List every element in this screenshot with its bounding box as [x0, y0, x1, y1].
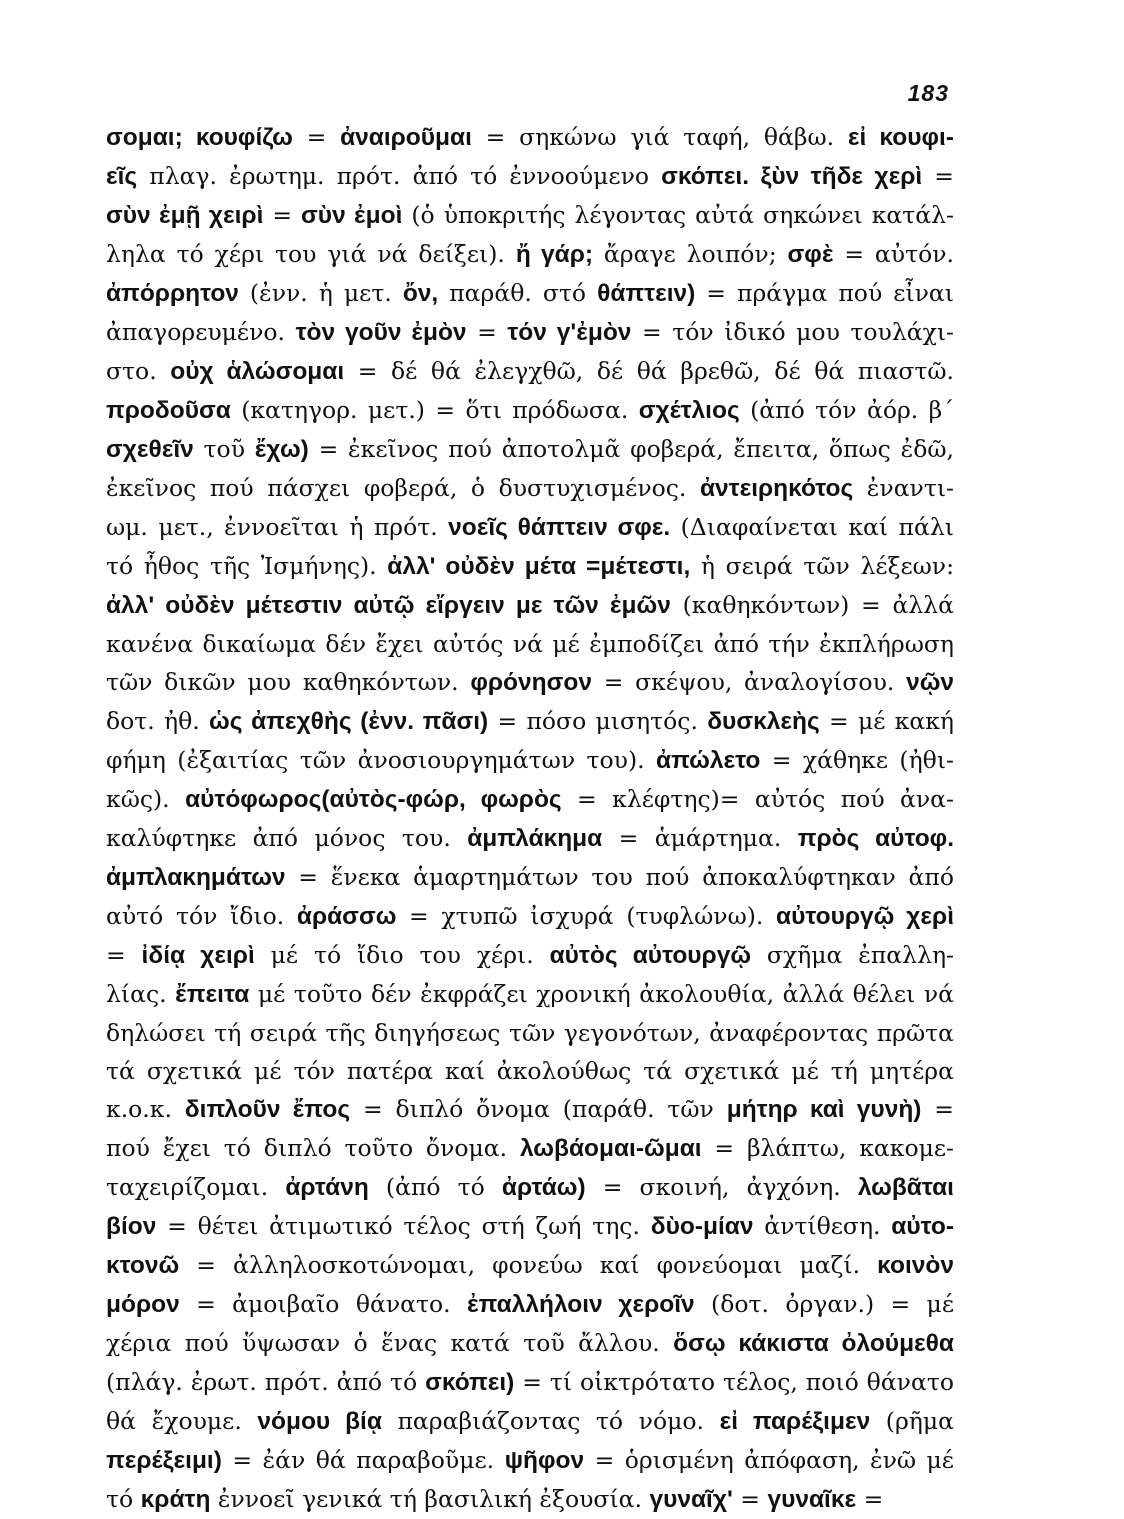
text-line	[106, 1090, 954, 1129]
text-line	[106, 1014, 954, 1052]
gloss-text: (ἐνν. ἡ μετ.	[238, 279, 403, 307]
lemma-term: μόρον	[106, 1291, 180, 1318]
gloss-text: (δοτ. ὀργαν.) = μέ	[694, 1290, 954, 1318]
gloss-text: (πλάγ. ἐρωτ. πρότ. ἀπό τό	[106, 1368, 426, 1396]
gloss-text: (κατηγορ. μετ.) = ὅτι πρόδωσα.	[230, 396, 639, 424]
lemma-term: νῷν	[906, 669, 955, 696]
gloss-text: ἐννοεῖ γενικά τή βασιλική ἐξουσία.	[210, 1485, 650, 1513]
lemma-term: πρὸς αὐτοφ.	[797, 825, 954, 852]
lemma-term: σομαι; κουφίζω	[106, 124, 293, 151]
text-line	[106, 508, 954, 547]
gloss-text: = πράγμα πού εἶναι	[695, 279, 955, 307]
text-line	[106, 936, 954, 975]
page-number: 183	[907, 80, 949, 106]
lemma-term: δὺο-μίαν	[650, 1213, 754, 1240]
gloss-text: = χάθηκε (ἠθι-	[760, 746, 954, 774]
commentary-text	[106, 118, 954, 1519]
lemma-term: αὐτουργῷ χερὶ	[776, 903, 954, 930]
lemma-term: νόμου βίᾳ	[257, 1408, 382, 1435]
gloss-text: = χτυπῶ ἰσχυρά (τυφλώνω).	[396, 902, 777, 930]
gloss-text: =	[922, 162, 954, 190]
text-line	[106, 352, 954, 391]
gloss-text: λίας.	[106, 980, 176, 1008]
lemma-term: σχεθεῖν	[106, 436, 194, 463]
gloss-text: μέ τοῦτο δέν ἐκφράζει χρονική ἀκολουθία, ἀλλά θέλει νά	[249, 980, 954, 1008]
lemma-term: προδοῦσα	[106, 397, 231, 424]
lemma-term: ὡς ἀπεχθὴς (ἐνν. πᾶσι)	[209, 708, 489, 735]
text-line	[106, 157, 954, 196]
gloss-text: =	[263, 201, 302, 229]
gloss-text: ἀντίθεση.	[753, 1212, 892, 1240]
gloss-text: (ἀπό τόν ἀόρ. β´	[739, 396, 954, 424]
text-line	[106, 975, 954, 1014]
gloss-text: = ἀλληλοσκοτώνομαι, φονεύω καί φονεύομαι μαζί.	[179, 1251, 878, 1279]
lemma-term: σκόπει)	[425, 1369, 515, 1396]
text-line	[106, 547, 954, 586]
gloss-text: τά σχετικά μέ τόν πατέρα καί ἀκολούθως τά σχετικά μέ τή μητέρα	[106, 1057, 954, 1085]
gloss-text: (Διαφαίνεται καί πάλι	[670, 513, 954, 541]
gloss-text: (ὁ ὑποκριτής λέγοντας αὐτά σηκώνει κατάλ-	[402, 201, 954, 229]
lemma-term: ἀπώλετο	[656, 747, 761, 774]
lemma-term: γυναῖχ'	[649, 1486, 733, 1513]
gloss-text: =	[732, 1485, 768, 1513]
gloss-text: στο.	[106, 357, 171, 385]
lemma-term: αὐτόφωρος(αὐτὸς-φώρ, φωρὸς	[185, 786, 562, 813]
lemma-term: ἀμπλάκημα	[467, 825, 603, 852]
gloss-text: =	[292, 123, 341, 151]
gloss-text: πού ἔχει τό διπλό τοῦτο ὄνομα.	[106, 1134, 520, 1162]
text-line	[106, 1324, 954, 1363]
gloss-text: = θέτει ἀτιμωτικό τέλος στή ζωή της.	[156, 1212, 651, 1240]
text-line	[106, 391, 954, 430]
gloss-text: = ἐάν θά παραβοῦμε.	[221, 1446, 505, 1474]
gloss-text: = διπλό ὄνομα (παράθ. τῶν	[350, 1095, 727, 1123]
gloss-text: = κλέφτης)= αὐτός πού ἀνα-	[561, 785, 954, 813]
gloss-text: μέ τό ἴδιο του χέρι.	[254, 941, 550, 969]
gloss-text: (ἀπό τό	[368, 1173, 502, 1201]
lemma-term: ἀναιροῦμαι	[340, 124, 472, 151]
text-line	[106, 469, 954, 508]
gloss-text: ἐναντι-	[853, 474, 955, 502]
text-line	[106, 1129, 954, 1168]
gloss-text: κανένα δικαίωμα δέν ἔχει αὐτός νά μέ ἐμποδίζει ἀπό τήν ἐκπλήρωση	[106, 630, 954, 658]
lemma-term: ὄν,	[402, 280, 439, 307]
lemma-term: ἰδίᾳ χειρὶ	[141, 942, 255, 969]
gloss-text: σχῆμα ἐπαλλη-	[751, 941, 954, 969]
gloss-text: χέρια πού ὕψωσαν ὁ ἕνας κατά τοῦ ἄλλου.	[106, 1329, 674, 1357]
lemma-term: ἀπόρρητον	[106, 280, 239, 307]
gloss-text: =	[921, 1095, 954, 1123]
lemma-term: σφὲ	[787, 241, 834, 268]
text-line	[106, 1285, 954, 1324]
lemma-term: μήτηρ καὶ γυνὴ)	[726, 1096, 922, 1123]
lemma-term: τὸν γοῦν ἐμὸν	[295, 319, 467, 346]
lemma-term: λωβᾶται	[857, 1174, 954, 1201]
lemma-term: γυναῖκε	[767, 1486, 857, 1513]
text-line	[106, 430, 954, 469]
text-line	[106, 586, 954, 625]
lemma-term: σκόπει. ξὺν τῆδε χερὶ	[661, 163, 923, 190]
gloss-text: ωμ. μετ., ἐννοεῖται ἡ πρότ.	[106, 513, 449, 541]
gloss-text: φήμη (ἐξαιτίας τῶν ἀνοσιουργημάτων του).	[106, 746, 657, 774]
text-line	[106, 858, 954, 897]
gloss-text: κ.ο.κ.	[106, 1095, 185, 1123]
gloss-text: κῶς).	[106, 785, 186, 813]
gloss-text: θά ἔχουμε.	[106, 1407, 258, 1435]
lemma-term: ἤ γάρ;	[515, 241, 594, 268]
text-line	[106, 702, 954, 741]
text-line	[106, 1441, 954, 1480]
text-line	[106, 780, 954, 819]
lemma-term: κτονῶ	[106, 1252, 180, 1279]
text-line	[106, 741, 954, 780]
lemma-term: εῖς	[106, 163, 138, 190]
lemma-term: αὐτο-	[891, 1213, 954, 1240]
lemma-term: λωβάομαι-ῶμαι	[519, 1135, 702, 1162]
text-line	[106, 819, 954, 858]
gloss-text: παραβιάζοντας τό νόμο.	[381, 1407, 720, 1435]
lemma-term: ἀρτάω)	[501, 1174, 586, 1201]
lemma-term: εἰ κουφι-	[847, 124, 954, 151]
lemma-term: ἔχω)	[254, 436, 309, 463]
lemma-term: περέξειμι)	[106, 1447, 222, 1474]
text-line	[106, 897, 954, 936]
text-line	[106, 625, 954, 663]
lemma-term: θάπτειν)	[597, 280, 696, 307]
gloss-text: =	[106, 941, 142, 969]
lemma-term: ἀρτάνη	[285, 1174, 369, 1201]
text-line	[106, 196, 954, 235]
gloss-text: = σηκώνω γιά ταφή, θάβω.	[471, 123, 848, 151]
gloss-text: = δέ θά ἐλεγχθῶ, δέ θά βρεθῶ, δέ θά πιαστῶ.	[344, 357, 954, 385]
gloss-text: τῶν δικῶν μου καθηκόντων.	[106, 668, 471, 696]
gloss-text: (καθηκόντων) = ἀλλά	[670, 591, 954, 619]
gloss-text: τό	[106, 1485, 141, 1513]
lemma-term: σχέτλιος	[638, 397, 740, 424]
text-line	[106, 1052, 954, 1090]
gloss-text: = βλάπτω, κακομε-	[701, 1134, 955, 1162]
gloss-text: ἀπαγορευμένο.	[106, 318, 296, 346]
lemma-term: ἔπειτα	[175, 981, 250, 1008]
text-line	[106, 1168, 954, 1207]
gloss-text: ἐκεῖνος πού πάσχει φοβερά, ὁ δυστυχισμένος.	[106, 474, 700, 502]
gloss-text: (ρῆμα	[870, 1407, 954, 1435]
gloss-text: ἡ σειρά τῶν λέξεων:	[690, 552, 955, 580]
lemma-term: ὅσῳ κάκιστα ὀλούμεθα	[673, 1330, 954, 1357]
gloss-text: =	[856, 1485, 884, 1513]
lemma-term: νοεῖς θάπτειν σφε.	[448, 514, 671, 541]
gloss-text: = τόν ἰδικό μου τουλάχι-	[631, 318, 954, 346]
lemma-term: σὺν ἐμοὶ	[301, 202, 403, 229]
gloss-text: δοτ. ἠθ.	[106, 707, 210, 735]
text-line	[106, 274, 954, 313]
lemma-term: ἀλλ' οὐδὲν μέτα =μέτεστι,	[387, 553, 691, 580]
gloss-text: = ἀμοιβαῖο θάνατο.	[179, 1290, 467, 1318]
gloss-text: ληλα τό χέρι του γιά νά δείξει).	[106, 240, 516, 268]
gloss-text: =	[466, 318, 508, 346]
lemma-term: ἀράσσω	[296, 903, 397, 930]
gloss-text: πλαγ. ἐρωτημ. πρότ. ἀπό τό ἐννοούμενο	[137, 162, 662, 190]
gloss-text: = ὁρισμένη ἀπόφαση, ἐνῶ μέ	[584, 1446, 954, 1474]
lemma-term: σὺν ἐμῇ χειρὶ	[106, 202, 264, 229]
text-line	[106, 663, 954, 702]
lemma-term: φρόνησον	[470, 669, 592, 696]
gloss-text: αὐτό τόν ἴδιο.	[106, 902, 297, 930]
text-line	[106, 1402, 954, 1441]
text-line	[106, 118, 954, 157]
gloss-text: = ἁμάρτημα.	[602, 824, 798, 852]
lemma-term: κοινὸν	[877, 1252, 954, 1279]
lemma-term: ἐπαλλήλοιν χεροῖν	[466, 1291, 695, 1318]
text-line	[106, 1246, 954, 1285]
gloss-text: τοῦ	[193, 435, 255, 463]
text-line	[106, 1207, 954, 1246]
gloss-text: ταχειρίζομαι.	[106, 1173, 286, 1201]
lemma-term: εἰ παρέξιμεν	[719, 1408, 871, 1435]
gloss-text: = σκέψου, ἀναλογίσου.	[591, 668, 907, 696]
gloss-text: = ἐκεῖνος πού ἀποτολμᾶ φοβερά, ἔπειτα, ὅπως ἐδῶ,	[308, 435, 954, 463]
lemma-term: βίον	[106, 1213, 157, 1240]
gloss-text: = αὐτόν.	[833, 240, 954, 268]
gloss-text: = πόσο μισητός.	[488, 707, 708, 735]
text-line	[106, 235, 954, 274]
lemma-term: κράτη	[140, 1486, 211, 1513]
gloss-text: ἄραγε λοιπόν;	[593, 240, 788, 268]
gloss-text: παράθ. στό	[438, 279, 598, 307]
lemma-term: ψῆφον	[504, 1447, 585, 1474]
gloss-text: = μέ κακή	[819, 707, 955, 735]
lemma-term: δυσκλεὴς	[707, 708, 820, 735]
text-line	[106, 1363, 954, 1402]
gloss-text: = τί οἰκτρότατο τέλος, ποιό θάνατο	[514, 1368, 954, 1396]
lemma-term: αὐτὸς αὐτουργῷ	[549, 942, 752, 969]
gloss-text: = σκοινή, ἀγχόνη.	[585, 1173, 858, 1201]
lemma-term: τόν γ'ἐμὸν	[507, 319, 632, 346]
lemma-term: ἀντειρηκότος	[699, 475, 854, 502]
lemma-term: διπλοῦν ἔπος	[184, 1096, 351, 1123]
lemma-term: ἀμπλακημάτων	[106, 864, 286, 891]
text-line	[106, 313, 954, 352]
gloss-text: δηλώσει τή σειρά τῆς διηγήσεως τῶν γεγονότων, ἀναφέροντας πρῶτα	[106, 1019, 954, 1047]
gloss-text: = ἕνεκα ἁμαρτημάτων του πού ἀποκαλύφτηκαν ἀπό	[285, 863, 954, 891]
lemma-term: ἀλλ' οὐδὲν μέτεστιν αὐτῷ εἴργειν με τῶν ἐμῶν	[106, 592, 671, 619]
gloss-text: καλύφτηκε ἀπό μόνος του.	[106, 824, 468, 852]
gloss-text: τό ἦθος τῆς Ἰσμήνης).	[106, 552, 388, 580]
lemma-term: οὐχ ἁλώσομαι	[170, 358, 345, 385]
